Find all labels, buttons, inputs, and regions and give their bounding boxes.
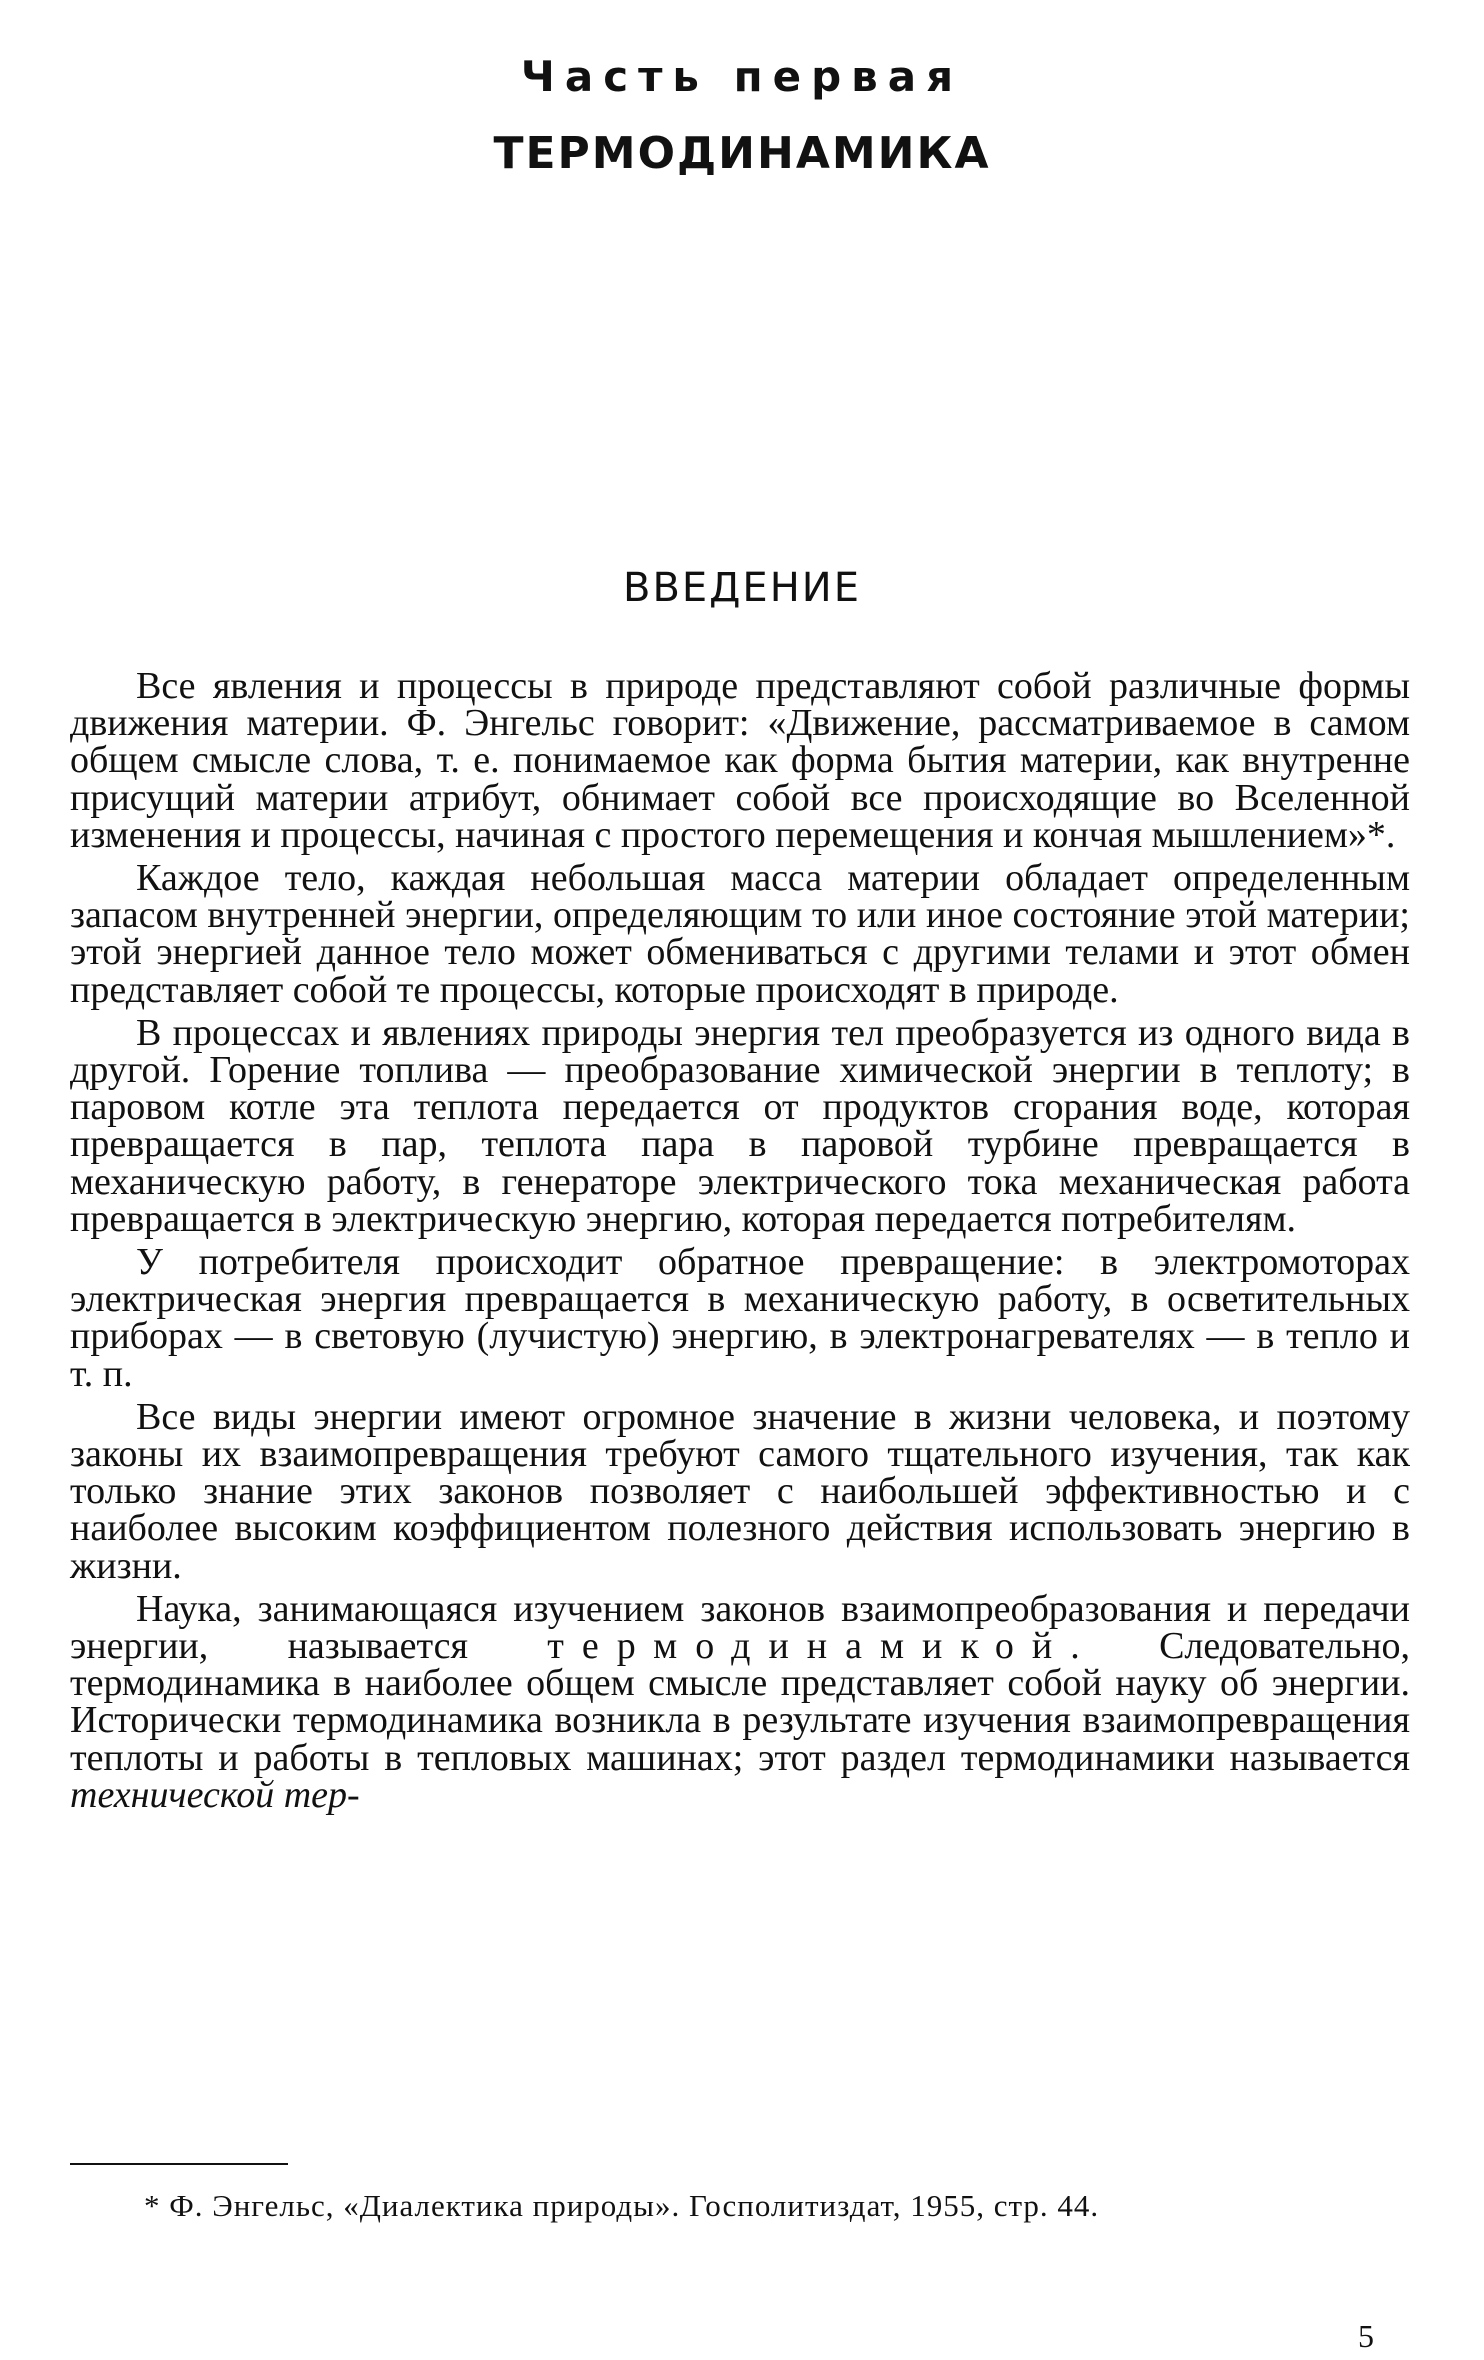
paragraph-1: Все явления и процессы в природе представляют собой различные формы движения материи. Ф. Энгельс говорит: «Движение, рассматриваемое в самом общем смысле слова, т. е. понимаемое как форма бытия материи, как внутренне присущий материи атрибут, обнимает собой все происходящие во Вселенной изменения и процессы, начиная с простого перемещения и кончая мышлением»*. <box>70 665 1410 856</box>
part-title: ТЕРМОДИНАМИКА <box>493 128 991 179</box>
paragraph-4: У потребителя происходит обратное превращение: в электромоторах электрическая энергия превращается в механическую работу, в осветительных приборах — в световую (лучистую) энергию, в электронагревателях — в тепло и т. п. <box>70 1241 1410 1395</box>
footnote-divider <box>70 2163 288 2165</box>
paragraph-2: Каждое тело, каждая небольшая масса материи обладает определенным запасом внутренней энергии, определяющим то или иное состояние этой материи; этой энергией данное тело может обмениваться с другими телами и этот обмен представляет собой те процессы, которые происходят в природе. <box>70 857 1410 1011</box>
main-text <box>70 665 1411 1820</box>
paragraph-6 <box>70 1587 1411 1816</box>
paragraph-5: Все виды энергии имеют огромное значение в жизни человека, и поэтому законы их взаимопревращения требуют самого тщательного изучения, так как только знание этих законов позволяет с наибольшей эффективностью и с наиболее высоким коэффициентом полезного действия использовать энергию в жизни. <box>70 1395 1410 1587</box>
part-label: Часть первая <box>520 52 964 101</box>
section-title: ВВЕДЕНИЕ <box>623 565 861 611</box>
paragraph-3: В процессах и явлениях природы энергия тел преобразуется из одного вида в другой. Горение топлива — преобразование химической энергии в теплоту; в паровом котле эта теплота передается от продуктов сгорания воде, которая превращается в пар, теплота пара в паровой турбине превращается в механическую работу, в генераторе электрического тока механическая работа превращается в электрическую энергию, которая передается потребителям. <box>70 1011 1410 1240</box>
paragraph-6-middle: . Следовательно, термодинамика в наиболее общем смысле представляет собой науку об энергии. Исторически термодинамика возникла в результате изучения взаимопревращения теплоты и работы в тепловых машинах; этот раздел термодинамики называется <box>70 1625 1411 1779</box>
paragraph-6-start: Наука, занимающаяся изучением законов взаимопреобразования и передачи энергии, называется <box>70 1587 1410 1668</box>
page-number: 5 <box>1358 2318 1374 2354</box>
term-emphasis: термодинамикой <box>547 1625 1071 1668</box>
footnote: * Ф. Энгельс, «Диалектика природы». Госполитиздат, 1955, стр. 44. <box>144 2188 1100 2223</box>
italic-term: технической тер- <box>70 1773 360 1816</box>
